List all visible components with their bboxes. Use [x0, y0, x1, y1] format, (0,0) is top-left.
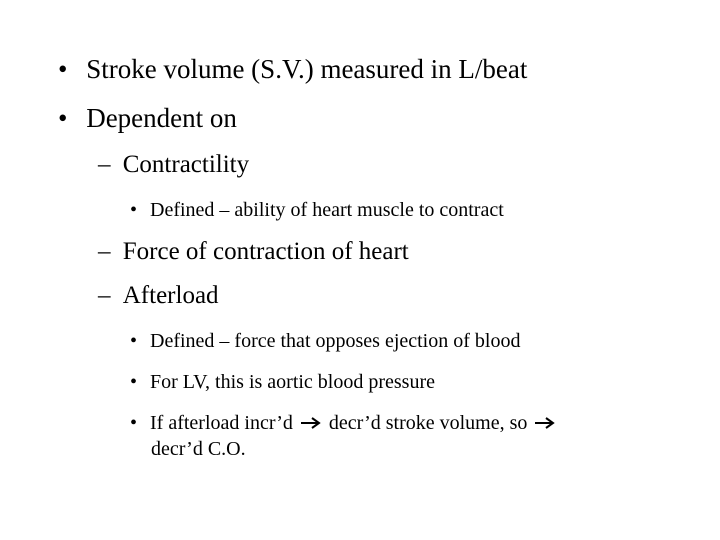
- subsubitem-for-lv: [130, 371, 435, 394]
- subitem-text: Contractility: [122, 151, 250, 178]
- subitem-contractility: [98, 151, 249, 179]
- subsubitem-afterload-defined: [130, 330, 520, 353]
- subitem-text: Afterload: [122, 282, 219, 309]
- subsubitem-contractility-defined: [130, 199, 504, 222]
- bullet-dot: •: [130, 330, 138, 352]
- dash-bullet: –: [98, 238, 111, 265]
- bullet-dot: •: [130, 412, 138, 434]
- subsubitem-text-part2: decr’d stroke volume, so: [328, 412, 528, 434]
- subsubitem-text-part3: decr’d C.O.: [151, 438, 246, 460]
- right-arrow-icon: [534, 416, 556, 430]
- dash-bullet: –: [98, 282, 111, 309]
- subsubitem-text: For LV, this is aortic blood pressure: [150, 371, 436, 393]
- bullet-item-dependent-on: [58, 103, 237, 134]
- bullet-dot: •: [130, 199, 138, 221]
- bullet-text: Dependent on: [86, 103, 237, 133]
- subitem-afterload: [98, 282, 219, 310]
- dash-bullet: –: [98, 151, 111, 178]
- subitem-force-of-contraction: [98, 238, 409, 266]
- bullet-dot: •: [58, 103, 68, 133]
- bullet-dot: •: [130, 371, 138, 393]
- bullet-text: Stroke volume (S.V.) measured in L/beat: [86, 54, 528, 84]
- subitem-text: Force of contraction of heart: [122, 238, 409, 265]
- subsubitem-if-afterload: [130, 412, 558, 435]
- subsubitem-text: Defined – force that opposes ejection of blood: [150, 330, 521, 352]
- right-arrow-icon: [300, 416, 322, 430]
- subsubitem-text-part1: If afterload incr’d: [150, 412, 293, 434]
- bullet-dot: •: [58, 54, 68, 84]
- subsubitem-text: Defined – ability of heart muscle to contract: [150, 199, 504, 221]
- bullet-item-stroke-volume: [58, 54, 527, 85]
- subsubitem-if-afterload-continued: [151, 438, 246, 461]
